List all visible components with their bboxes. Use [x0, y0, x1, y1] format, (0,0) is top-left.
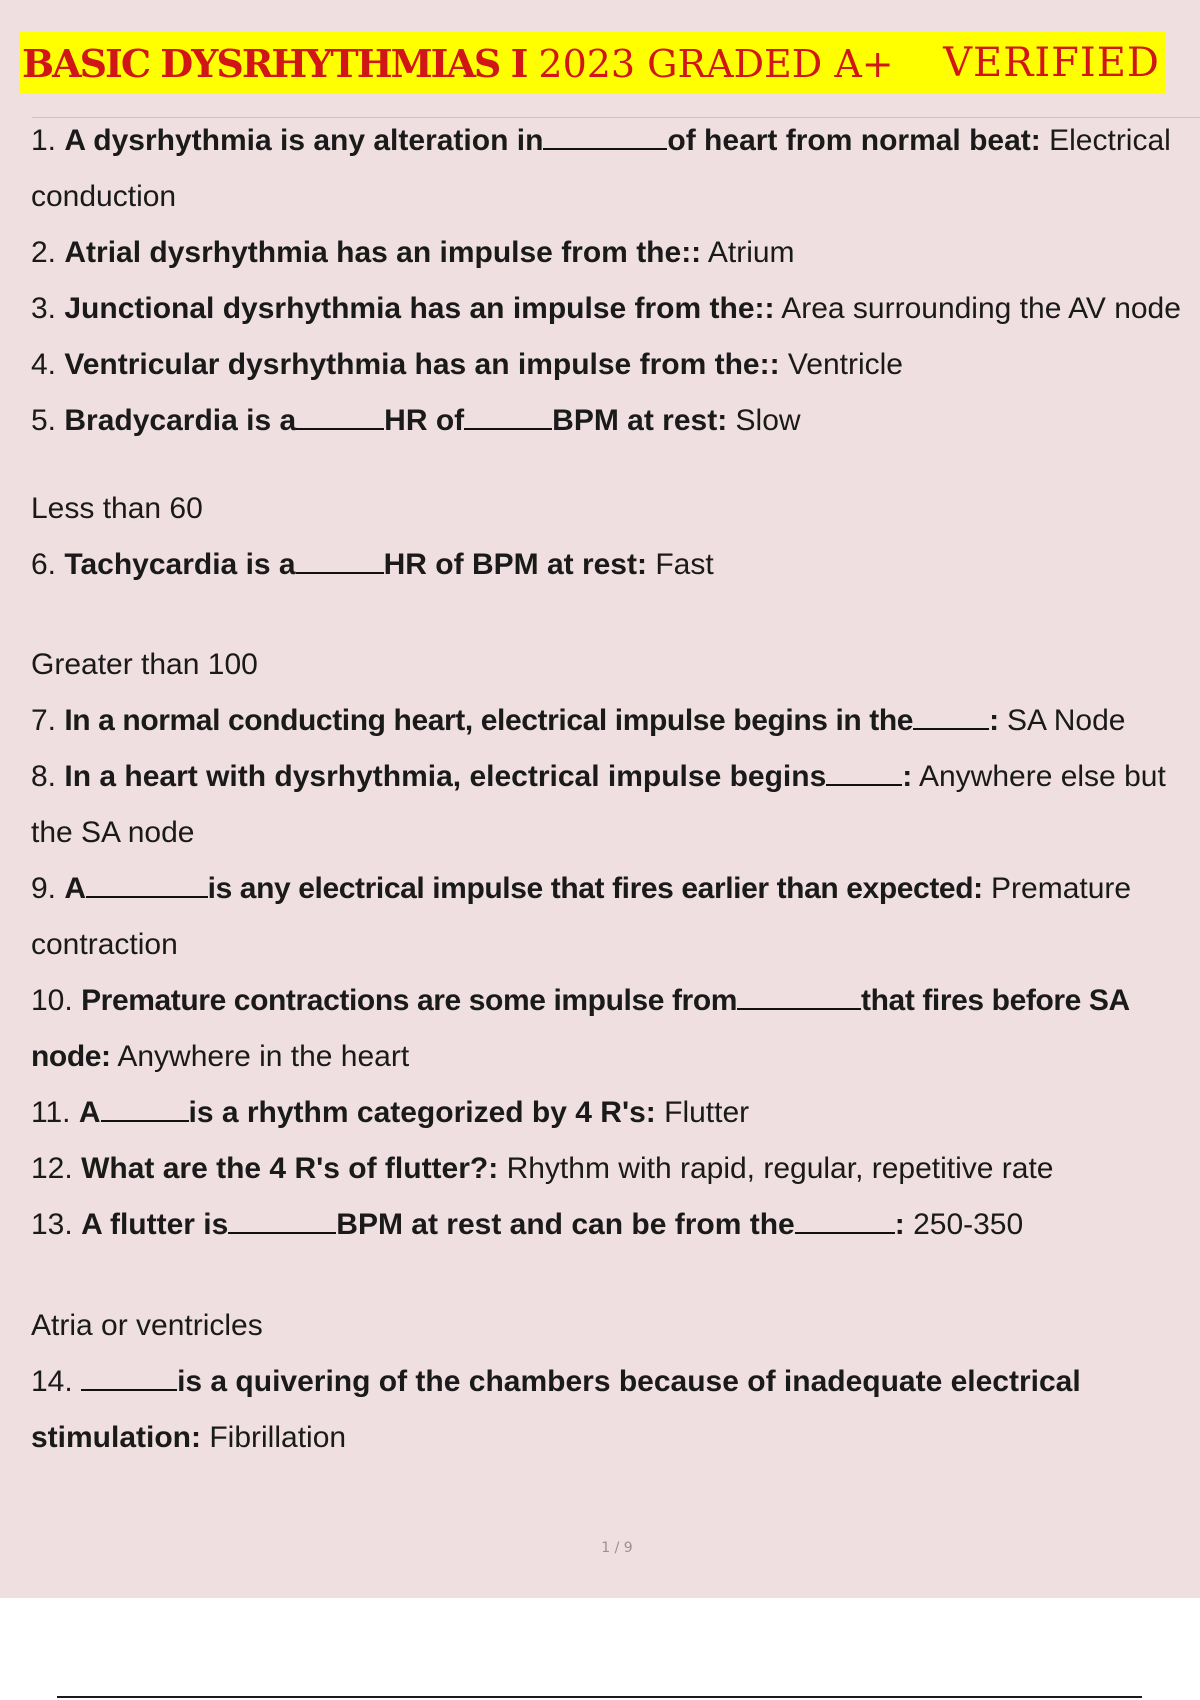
question-item-14: 14. is a quivering of the chambers because of inadequate electrical stimulation: Fibrillation	[31, 1365, 1081, 1454]
document-title-grade: 2023 GRADED A+	[538, 41, 894, 86]
question-item-7: 7. In a normal conducting heart, electrical impulse begins in the : SA Node	[31, 704, 1126, 737]
answer-text: Electrical conduction	[31, 124, 1171, 213]
answer-text: Ventricle	[787, 348, 903, 381]
title-banner	[20, 32, 1166, 94]
question-text: In a normal conducting heart, electrical impulse begins in the :	[64, 704, 999, 737]
answer-text: Fibrillation	[209, 1421, 347, 1454]
answer-blank	[826, 780, 902, 786]
question-item-5: 5. Bradycardia is a HR of BPM at rest: Slow Less than 60	[31, 393, 1200, 537]
answer-blank	[81, 1385, 177, 1391]
answer-text: SA Node	[1007, 704, 1126, 737]
question-text: A is any electrical impulse that fires earlier than expected:	[64, 872, 983, 905]
answer-blank	[86, 892, 208, 898]
question-list	[31, 113, 1200, 1466]
question-text: Ventricular dysrhythmia has an impulse from the::	[64, 348, 780, 381]
question-item-9: 9. A is any electrical impulse that fires earlier than expected: Premature contraction	[31, 872, 1132, 961]
question-text: In a heart with dysrhythmia, electrical impulse begins :	[64, 760, 913, 793]
question-text: A is a rhythm categorized by 4 R's:	[78, 1096, 656, 1129]
question-text: A flutter is BPM at rest and can be from the :	[81, 1208, 905, 1241]
question-item-12: 12. What are the 4 R's of flutter?: Rhythm with rapid, regular, repetitive rate	[31, 1152, 1054, 1185]
question-item-10: 10. Premature contractions are some impulse from that fires before SA node: Anywhere in the heart	[31, 984, 1129, 1073]
answer-blank	[296, 568, 384, 574]
answer-text: Anywhere in the heart	[117, 1040, 410, 1073]
answer-continuation: Greater than 100	[31, 648, 258, 681]
answer-blank	[543, 144, 667, 150]
question-text: What are the 4 R's of flutter?:	[81, 1152, 499, 1185]
question-item-4: 4. Ventricular dysrhythmia has an impulse from the:: Ventricle	[31, 348, 903, 381]
answer-blank	[101, 1116, 189, 1122]
question-text: Junctional dysrhythmia has an impulse from the::	[64, 292, 775, 325]
question-item-11: 11. A is a rhythm categorized by 4 R's: Flutter	[31, 1096, 750, 1129]
question-item-2: 2. Atrial dysrhythmia has an impulse from the:: Atrium	[31, 236, 795, 269]
answer-text: Rhythm with rapid, regular, repetitive rate	[506, 1152, 1054, 1185]
question-text: is a quivering of the chambers because of inadequate electrical stimulation:	[31, 1365, 1081, 1454]
answer-blank	[737, 1004, 861, 1010]
answer-text: 250-350	[913, 1208, 1024, 1241]
question-text: Bradycardia is a HR of BPM at rest:	[64, 404, 728, 437]
question-item-13: 13. A flutter is BPM at rest and can be from the : 250-350 Atria or ventricles	[31, 1197, 1200, 1354]
answer-blank	[296, 424, 384, 430]
answer-text: Atrium	[707, 236, 795, 269]
question-text: A dysrhythmia is any alteration in of heart from normal beat:	[64, 124, 1041, 157]
question-text: Atrial dysrhythmia has an impulse from the::	[64, 236, 702, 269]
verified-label: VERIFIED	[943, 40, 1160, 86]
question-item-6: 6. Tachycardia is a HR of BPM at rest: Fast Greater than 100	[31, 537, 1200, 693]
footer-divider	[57, 1696, 1142, 1698]
answer-text: Slow	[735, 404, 801, 437]
answer-text: Premature contraction	[31, 872, 1132, 961]
page-indicator: 1 / 9	[601, 1540, 633, 1556]
answer-text: Fast	[655, 548, 714, 581]
question-text: Tachycardia is a HR of BPM at rest:	[64, 548, 647, 581]
title-left-group	[22, 41, 894, 86]
question-text: Premature contractions are some impulse from that fires before SA node:	[31, 984, 1129, 1073]
question-item-1: 1. A dysrhythmia is any alteration in of heart from normal beat: Electrical conduction	[31, 124, 1171, 213]
question-item-3: 3. Junctional dysrhythmia has an impulse from the:: Area surrounding the AV node	[31, 292, 1181, 325]
answer-text: Anywhere else but the SA node	[31, 760, 1166, 849]
answer-blank	[464, 424, 552, 430]
answer-blank	[795, 1228, 895, 1234]
answer-text: Flutter	[664, 1096, 750, 1129]
question-item-8: 8. In a heart with dysrhythmia, electrical impulse begins : Anywhere else but the SA node	[31, 760, 1166, 849]
answer-blank	[913, 724, 989, 730]
answer-continuation: Atria or ventricles	[31, 1309, 263, 1342]
document-title: BASIC DYSRHYTHMIAS I	[22, 40, 527, 86]
answer-continuation: Less than 60	[31, 492, 203, 525]
answer-text: Area surrounding the AV node	[781, 292, 1181, 325]
answer-blank	[228, 1228, 336, 1234]
